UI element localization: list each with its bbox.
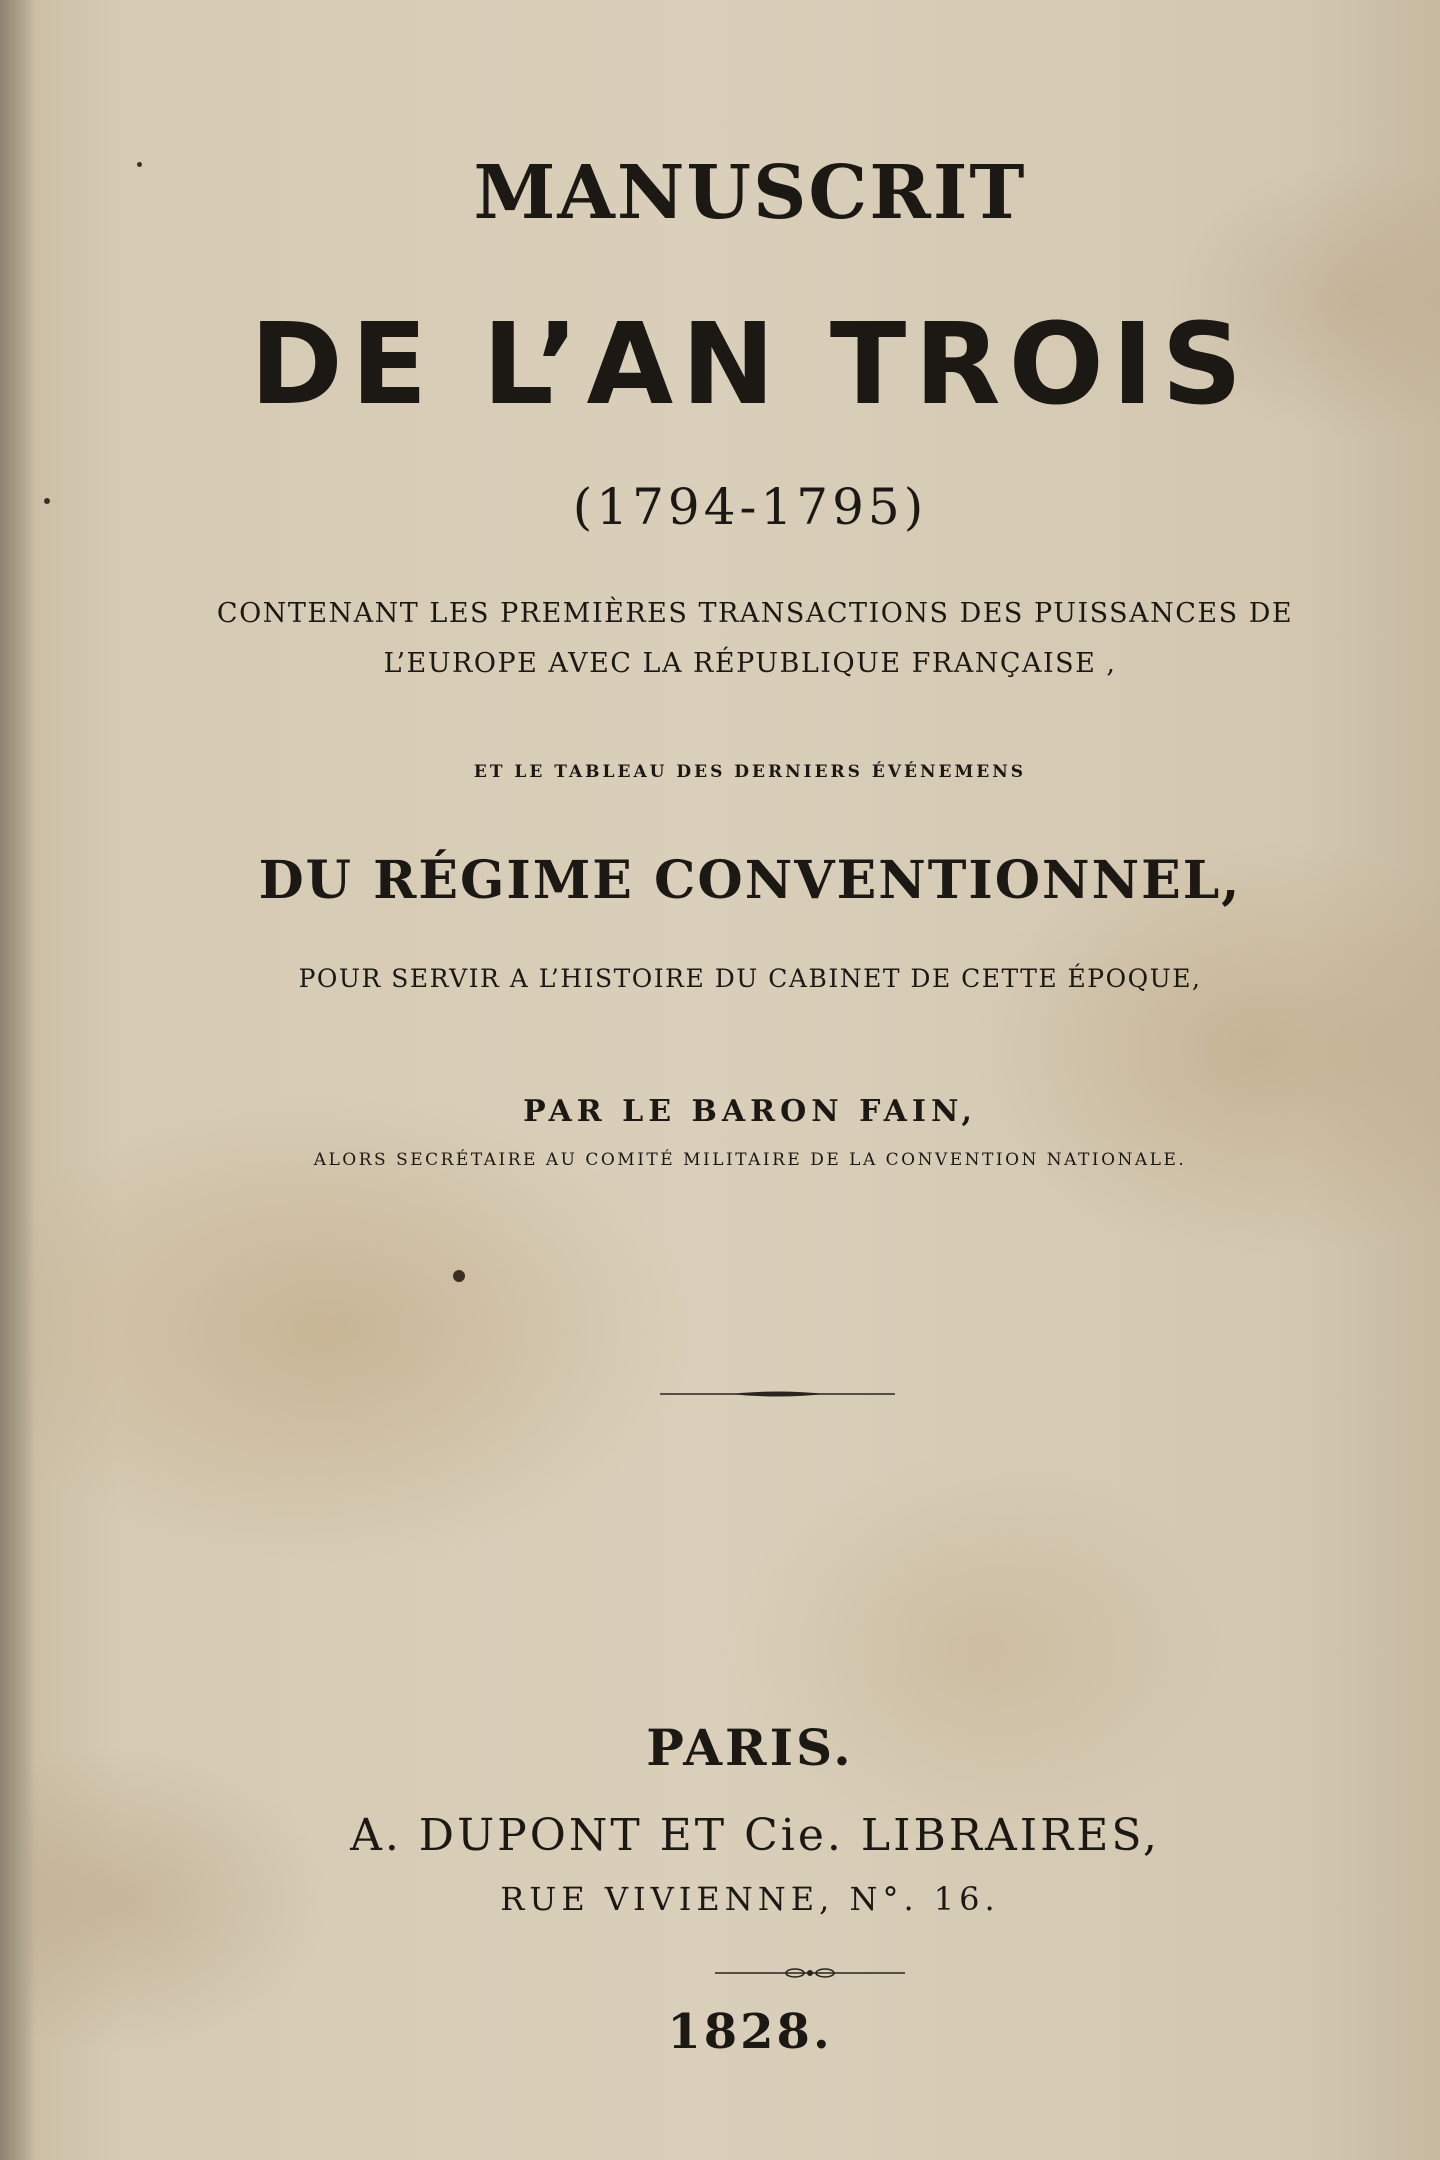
title-manuscrit: MANUSCRIT xyxy=(473,150,1027,236)
imprint-publisher: A. DUPONT ET Cie. LIBRAIRES, xyxy=(350,1810,1160,1861)
title-regime-conventionnel: DU RÉGIME CONVENTIONNEL, xyxy=(258,850,1242,911)
subtitle-contenant-line-2: L’EUROPE AVEC LA RÉPUBLIQUE FRANÇAISE , xyxy=(383,648,1117,679)
ink-speck xyxy=(44,498,50,504)
imprint-address: RUE VIVIENNE, N°. 16. xyxy=(500,1880,1000,1918)
title-dates: (1794-1795) xyxy=(572,478,928,536)
subtitle-pour-servir: POUR SERVIR A L’HISTOIRE DU CABINET DE CETTE ÉPOQUE, xyxy=(298,964,1202,993)
divider-rule xyxy=(660,1388,895,1400)
subtitle-contenant-line-1: CONTENANT LES PREMIÈRES TRANSACTIONS DES PUISSANCES DE xyxy=(216,598,1294,629)
ornament-rule xyxy=(715,1966,905,1980)
title-de-lan-trois: DE L’AN TROIS xyxy=(249,300,1251,430)
author-role-line: ALORS SECRÉTAIRE AU COMITÉ MILITAIRE DE LA CONVENTION NATIONALE. xyxy=(313,1150,1187,1170)
subtitle-tableau: ET LE TABLEAU DES DERNIERS ÉVÉNEMENS xyxy=(473,762,1027,782)
ink-speck xyxy=(453,1270,465,1282)
imprint-city: PARIS. xyxy=(646,1718,854,1777)
author-line: PAR LE BARON FAIN, xyxy=(523,1094,977,1129)
imprint-year: 1828. xyxy=(667,2004,833,2060)
ink-speck xyxy=(137,162,142,167)
